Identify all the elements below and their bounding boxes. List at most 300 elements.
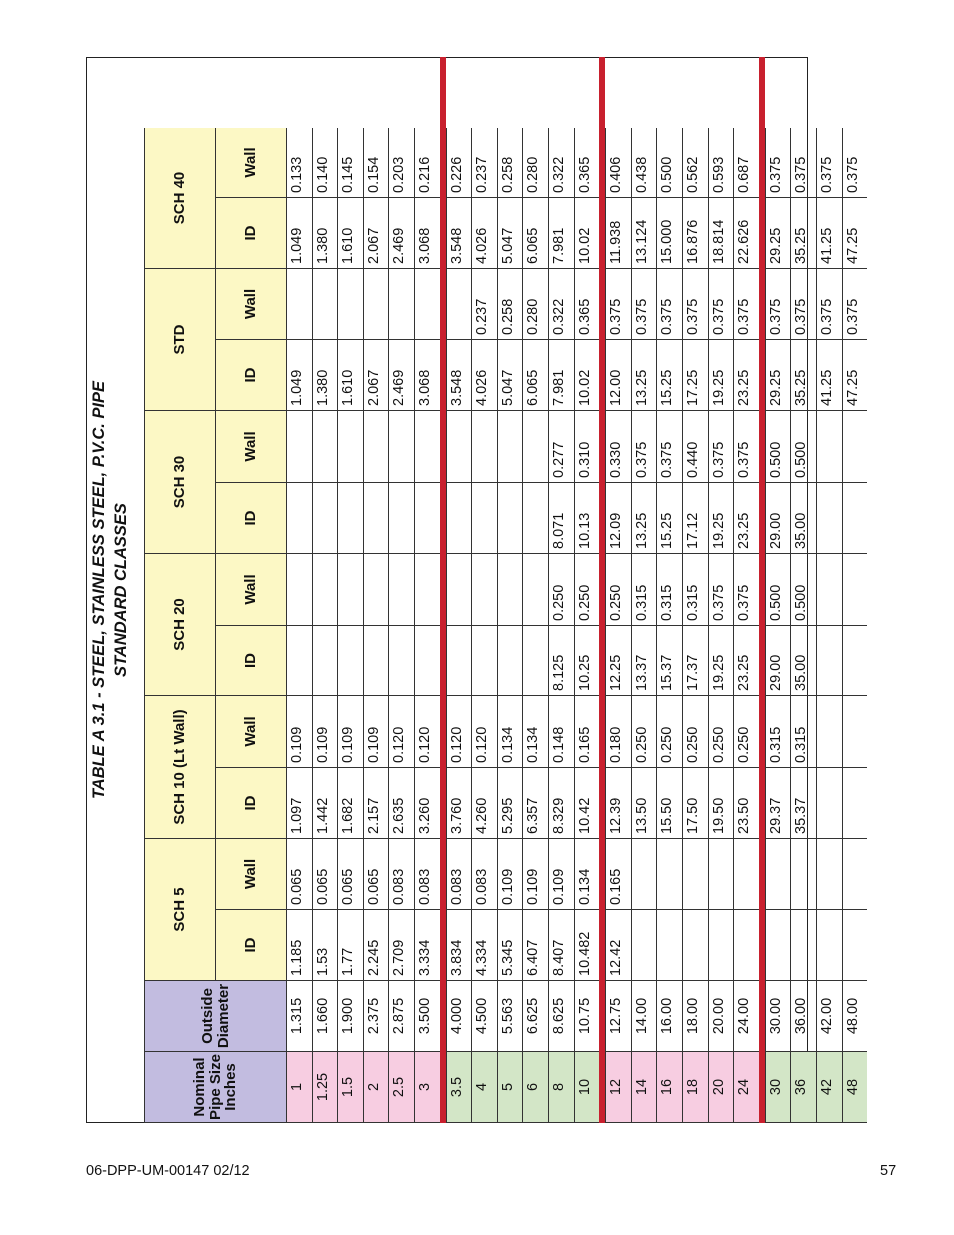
table-cell: 5.563 [497, 981, 523, 1052]
table-cell: 5.295 [497, 768, 523, 839]
table-cell: 10.482 [574, 910, 600, 981]
table-cell [388, 483, 414, 554]
table-cell [446, 269, 472, 340]
table-cell: 0.083 [446, 839, 472, 910]
table-cell: 0.140 [312, 128, 338, 198]
table-cell [765, 839, 791, 910]
table-cell [286, 483, 312, 554]
table-cell: 0.593 [708, 128, 734, 198]
table-cell: 10.02 [574, 340, 600, 411]
table-cell [733, 839, 759, 910]
table-cell: 0.145 [337, 128, 363, 198]
table-cell: 0.065 [363, 839, 389, 910]
table-cell [842, 839, 868, 910]
table-cell: 0.375 [816, 269, 842, 340]
table-cell: 4.500 [471, 981, 497, 1052]
table-cell [522, 626, 548, 696]
table-cell: 0.109 [522, 839, 548, 910]
table-cell: 0.365 [574, 128, 600, 198]
table-cell [497, 626, 523, 696]
header-wall: Wall [215, 269, 286, 340]
table-cell: 41.25 [816, 198, 842, 269]
table-cell [842, 910, 868, 981]
table-cell: 36.00 [790, 981, 816, 1052]
table-cell: 13.124 [631, 198, 657, 269]
table-cell [790, 910, 816, 981]
table-cell [414, 554, 440, 626]
table-cell: 0.375 [605, 269, 631, 340]
table-cell: 0.083 [414, 839, 440, 910]
table-cell [708, 910, 734, 981]
table-cell: 35.25 [790, 198, 816, 269]
table-cell: 15.25 [656, 340, 682, 411]
table-cell: 1.315 [286, 981, 312, 1052]
table-cell [286, 626, 312, 696]
nominal-size-cell: 1.25 [312, 1052, 338, 1123]
table-cell: 12.39 [605, 768, 631, 839]
table-cell [337, 269, 363, 340]
table-cell: 6.407 [522, 910, 548, 981]
table-cell: 10.13 [574, 483, 600, 554]
header-group-0: SCH 5 [144, 839, 215, 981]
table-cell: 3.068 [414, 198, 440, 269]
table-cell [733, 910, 759, 981]
table-cell: 0.216 [414, 128, 440, 198]
table-cell: 15.25 [656, 483, 682, 554]
table-cell: 0.375 [733, 269, 759, 340]
table-cell [842, 483, 868, 554]
table-cell: 12.75 [605, 981, 631, 1052]
table-cell: 0.250 [733, 696, 759, 768]
table-cell: 3.068 [414, 340, 440, 411]
table-cell: 20.00 [708, 981, 734, 1052]
table-cell: 1.097 [286, 768, 312, 839]
table-cell: 0.109 [312, 696, 338, 768]
table-cell: 0.250 [631, 696, 657, 768]
header-outside-diameter: Outside Diameter [144, 981, 286, 1052]
table-cell [363, 554, 389, 626]
table-cell [522, 554, 548, 626]
table-cell: 2.469 [388, 340, 414, 411]
table-cell: 13.37 [631, 626, 657, 696]
table-cell [816, 768, 842, 839]
table-cell [312, 554, 338, 626]
table-cell: 0.310 [574, 411, 600, 483]
nominal-size-cell: 12 [605, 1052, 631, 1123]
table-cell [446, 483, 472, 554]
table-cell [631, 910, 657, 981]
table-cell: 8.625 [548, 981, 574, 1052]
table-cell: 3.548 [446, 198, 472, 269]
table-cell: 1.049 [286, 340, 312, 411]
table-cell [414, 626, 440, 696]
table-cell: 2.875 [388, 981, 414, 1052]
table-cell: 0.375 [816, 128, 842, 198]
table-cell: 4.260 [471, 768, 497, 839]
table-cell: 0.438 [631, 128, 657, 198]
table-cell: 8.125 [548, 626, 574, 696]
table-cell: 0.375 [708, 269, 734, 340]
nominal-size-cell: 10 [574, 1052, 600, 1123]
table-cell: 23.25 [733, 340, 759, 411]
table-cell [337, 483, 363, 554]
table-cell: 0.375 [708, 554, 734, 626]
table-cell: 0.134 [574, 839, 600, 910]
table-cell: 0.120 [388, 696, 414, 768]
table-cell: 0.109 [286, 696, 312, 768]
table-cell: 0.109 [337, 696, 363, 768]
table-cell: 0.375 [631, 411, 657, 483]
table-cell: 47.25 [842, 198, 868, 269]
table-cell [337, 626, 363, 696]
table-cell: 0.315 [790, 696, 816, 768]
nominal-size-cell: 2.5 [388, 1052, 414, 1123]
table-cell [497, 554, 523, 626]
table-cell: 30.00 [765, 981, 791, 1052]
table-cell [816, 626, 842, 696]
table-cell: 29.00 [765, 626, 791, 696]
nominal-size-cell: 18 [682, 1052, 708, 1123]
header-wall: Wall [215, 696, 286, 768]
table-cell [842, 554, 868, 626]
table-cell [631, 839, 657, 910]
table-cell [337, 411, 363, 483]
table-cell: 0.065 [286, 839, 312, 910]
table-cell: 0.109 [497, 839, 523, 910]
table-cell [522, 411, 548, 483]
table-cell: 0.065 [312, 839, 338, 910]
table-cell [414, 411, 440, 483]
table-cell: 0.280 [522, 128, 548, 198]
table-cell [363, 269, 389, 340]
table-cell: 0.500 [790, 411, 816, 483]
table-cell: 0.375 [708, 411, 734, 483]
table-cell [522, 483, 548, 554]
table-cell: 1.185 [286, 910, 312, 981]
table-cell [363, 483, 389, 554]
table-cell [816, 411, 842, 483]
table-cell: 2.635 [388, 768, 414, 839]
table-cell: 24.00 [733, 981, 759, 1052]
table-cell [708, 839, 734, 910]
pipe-schedule-table [144, 57, 861, 1123]
table-cell: 0.165 [574, 696, 600, 768]
table-cell: 41.25 [816, 340, 842, 411]
table-cell [682, 910, 708, 981]
table-cell [286, 411, 312, 483]
table-cell: 0.258 [497, 269, 523, 340]
table-cell [471, 483, 497, 554]
table-cell: 35.37 [790, 768, 816, 839]
table-cell: 10.02 [574, 198, 600, 269]
table-cell [286, 269, 312, 340]
table-cell: 0.315 [656, 554, 682, 626]
table-cell: 0.375 [790, 128, 816, 198]
table-cell: 3.260 [414, 768, 440, 839]
table-cell [656, 839, 682, 910]
table-cell: 3.548 [446, 340, 472, 411]
table-cell: 0.365 [574, 269, 600, 340]
table-cell: 0.250 [682, 696, 708, 768]
table-cell: 6.065 [522, 198, 548, 269]
table-cell [471, 411, 497, 483]
table-cell: 0.133 [286, 128, 312, 198]
table-cell [388, 554, 414, 626]
table-cell: 0.280 [522, 269, 548, 340]
header-id: ID [215, 768, 286, 839]
table-cell: 0.375 [842, 269, 868, 340]
nominal-size-cell: 2 [363, 1052, 389, 1123]
table-cell: 1.610 [337, 198, 363, 269]
table-cell: 8.407 [548, 910, 574, 981]
table-cell: 1.660 [312, 981, 338, 1052]
header-id: ID [215, 198, 286, 269]
table-cell: 17.50 [682, 768, 708, 839]
table-cell: 0.120 [414, 696, 440, 768]
header-group-3: SCH 30 [144, 411, 215, 554]
table-cell: 35.00 [790, 483, 816, 554]
table-cell: 12.00 [605, 340, 631, 411]
table-cell: 2.067 [363, 340, 389, 411]
table-cell: 0.315 [682, 554, 708, 626]
table-cell: 0.134 [522, 696, 548, 768]
table-cell: 8.071 [548, 483, 574, 554]
header-group-5: SCH 40 [144, 128, 215, 269]
table-cell: 14.00 [631, 981, 657, 1052]
table-cell [363, 626, 389, 696]
table-cell: 0.250 [548, 554, 574, 626]
table-cell: 12.09 [605, 483, 631, 554]
table-cell: 3.760 [446, 768, 472, 839]
table-cell [337, 554, 363, 626]
table-cell: 0.083 [388, 839, 414, 910]
table-cell: 2.709 [388, 910, 414, 981]
header-wall: Wall [215, 128, 286, 198]
header-wall: Wall [215, 554, 286, 626]
table-cell: 0.500 [790, 554, 816, 626]
table-cell: 23.25 [733, 483, 759, 554]
table-cell [363, 411, 389, 483]
table-cell: 10.75 [574, 981, 600, 1052]
nominal-size-cell: 3 [414, 1052, 440, 1123]
table-cell [816, 839, 842, 910]
table-cell: 0.148 [548, 696, 574, 768]
table-cell [414, 269, 440, 340]
table-cell [312, 483, 338, 554]
table-cell [816, 910, 842, 981]
header-group-4: STD [144, 269, 215, 411]
table-cell: 1.380 [312, 198, 338, 269]
table-cell: 17.37 [682, 626, 708, 696]
table-cell: 0.203 [388, 128, 414, 198]
table-cell [842, 626, 868, 696]
nominal-size-cell: 30 [765, 1052, 791, 1123]
nominal-size-cell: 8 [548, 1052, 574, 1123]
table-cell: 0.322 [548, 128, 574, 198]
header-nominal-pipe-size: Nominal Pipe Size Inches [144, 1052, 286, 1123]
table-cell: 1.682 [337, 768, 363, 839]
table-cell: 1.53 [312, 910, 338, 981]
nominal-size-cell: 5 [497, 1052, 523, 1123]
table-cell: 17.25 [682, 340, 708, 411]
table-cell: 0.250 [656, 696, 682, 768]
table-cell: 2.375 [363, 981, 389, 1052]
table-cell: 13.25 [631, 483, 657, 554]
table-title-line-2: STANDARD CLASSES [112, 503, 130, 677]
table-cell: 22.626 [733, 198, 759, 269]
table-cell: 4.026 [471, 340, 497, 411]
table-cell: 5.047 [497, 198, 523, 269]
table-cell [388, 269, 414, 340]
table-cell: 0.375 [656, 269, 682, 340]
table-cell [765, 910, 791, 981]
table-cell: 0.315 [631, 554, 657, 626]
table-cell: 0.250 [605, 554, 631, 626]
table-cell [388, 626, 414, 696]
nominal-size-cell: 20 [708, 1052, 734, 1123]
table-cell: 0.277 [548, 411, 574, 483]
table-cell: 0.250 [574, 554, 600, 626]
table-cell: 19.25 [708, 626, 734, 696]
table-cell: 0.500 [765, 554, 791, 626]
table-cell: 0.375 [733, 411, 759, 483]
table-cell: 0.250 [708, 696, 734, 768]
table-cell: 29.00 [765, 483, 791, 554]
header-wall: Wall [215, 839, 286, 910]
table-cell: 1.049 [286, 198, 312, 269]
table-cell: 0.375 [842, 128, 868, 198]
table-cell: 0.180 [605, 696, 631, 768]
table-cell: 0.375 [631, 269, 657, 340]
table-cell: 19.25 [708, 340, 734, 411]
table-cell: 3.834 [446, 910, 472, 981]
table-cell: 35.00 [790, 626, 816, 696]
table-cell: 11.938 [605, 198, 631, 269]
table-cell [312, 269, 338, 340]
table-cell [790, 839, 816, 910]
header-id: ID [215, 483, 286, 554]
table-cell [446, 554, 472, 626]
page-number: 57 [880, 1163, 897, 1179]
table-cell: 19.50 [708, 768, 734, 839]
table-cell: 0.375 [656, 411, 682, 483]
table-cell: 0.330 [605, 411, 631, 483]
table-cell: 1.610 [337, 340, 363, 411]
table-cell: 0.120 [471, 696, 497, 768]
table-cell: 23.25 [733, 626, 759, 696]
table-cell: 4.334 [471, 910, 497, 981]
table-cell: 0.406 [605, 128, 631, 198]
table-cell: 23.50 [733, 768, 759, 839]
table-cell: 0.375 [765, 128, 791, 198]
table-cell [816, 554, 842, 626]
table-cell: 7.981 [548, 340, 574, 411]
table-cell: 0.154 [363, 128, 389, 198]
table-cell: 18.814 [708, 198, 734, 269]
nominal-size-cell: 1 [286, 1052, 312, 1123]
table-cell: 0.083 [471, 839, 497, 910]
table-cell [842, 411, 868, 483]
table-cell: 3.500 [414, 981, 440, 1052]
table-cell: 2.157 [363, 768, 389, 839]
table-cell [446, 626, 472, 696]
table-cell [446, 411, 472, 483]
table-cell: 47.25 [842, 340, 868, 411]
table-cell: 0.500 [765, 411, 791, 483]
table-cell: 29.25 [765, 198, 791, 269]
table-cell: 6.357 [522, 768, 548, 839]
table-cell: 8.329 [548, 768, 574, 839]
table-cell: 19.25 [708, 483, 734, 554]
header-id: ID [215, 340, 286, 411]
nominal-size-cell: 1.5 [337, 1052, 363, 1123]
table-cell: 1.77 [337, 910, 363, 981]
table-cell [656, 910, 682, 981]
table-cell: 5.345 [497, 910, 523, 981]
table-cell [842, 768, 868, 839]
nominal-size-cell: 48 [842, 1052, 868, 1123]
table-cell: 0.065 [337, 839, 363, 910]
nominal-size-cell: 14 [631, 1052, 657, 1123]
table-cell: 12.42 [605, 910, 631, 981]
header-id: ID [215, 910, 286, 981]
nominal-size-cell: 16 [656, 1052, 682, 1123]
table-cell: 0.322 [548, 269, 574, 340]
table-title [86, 57, 144, 1123]
table-cell: 15.000 [656, 198, 682, 269]
table-cell: 15.50 [656, 768, 682, 839]
nominal-size-cell: 36 [790, 1052, 816, 1123]
table-cell: 29.25 [765, 340, 791, 411]
header-id: ID [215, 626, 286, 696]
table-cell [312, 411, 338, 483]
table-cell: 0.120 [446, 696, 472, 768]
table-cell: 0.109 [548, 839, 574, 910]
table-cell: 2.245 [363, 910, 389, 981]
table-cell: 48.00 [842, 981, 868, 1052]
table-cell: 10.25 [574, 626, 600, 696]
table-cell [312, 626, 338, 696]
table-cell: 10.42 [574, 768, 600, 839]
table-cell: 0.109 [363, 696, 389, 768]
table-cell: 0.500 [656, 128, 682, 198]
table-cell: 29.37 [765, 768, 791, 839]
table-cell: 0.687 [733, 128, 759, 198]
table-cell: 0.258 [497, 128, 523, 198]
document-id: 06-DPP-UM-00147 02/12 [86, 1163, 250, 1179]
table-cell: 5.047 [497, 340, 523, 411]
table-cell: 0.375 [790, 269, 816, 340]
nominal-size-cell: 42 [816, 1052, 842, 1123]
table-cell: 0.375 [682, 269, 708, 340]
table-cell: 4.000 [446, 981, 472, 1052]
table-cell [497, 483, 523, 554]
table-cell [286, 554, 312, 626]
table-cell: 6.065 [522, 340, 548, 411]
table-title-line-1: TABLE A 3.1 - STEEL, STAINLESS STEEL, P.V.C. PIPE [90, 380, 108, 800]
table-cell: 0.165 [605, 839, 631, 910]
header-group-2: SCH 20 [144, 554, 215, 696]
table-cell: 35.25 [790, 340, 816, 411]
table-cell: 0.375 [733, 554, 759, 626]
table-cell: 16.876 [682, 198, 708, 269]
table-cell: 1.380 [312, 340, 338, 411]
table-cell: 0.134 [497, 696, 523, 768]
table-cell [497, 411, 523, 483]
table-cell [842, 696, 868, 768]
nominal-size-cell: 4 [471, 1052, 497, 1123]
header-group-1: SCH 10 (Lt Wall) [144, 696, 215, 839]
